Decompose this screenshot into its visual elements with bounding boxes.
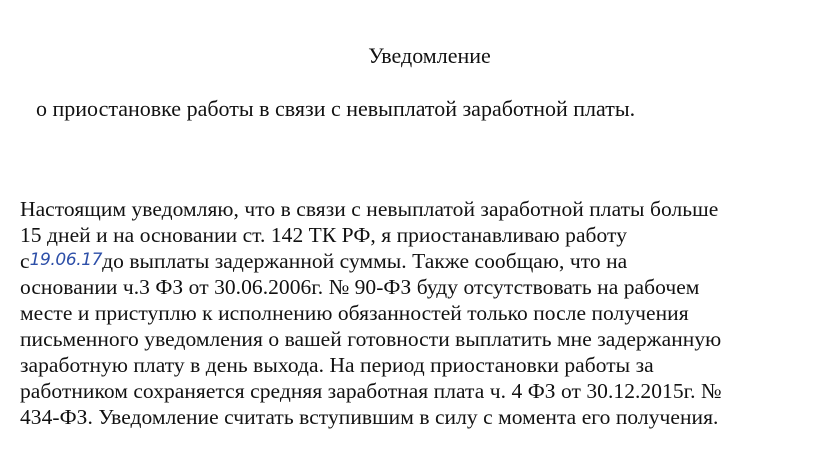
document-body <box>20 196 820 430</box>
body-line-6: письменного уведомления о вашей готовности выплатить мне задержанную <box>20 327 722 351</box>
body-line-2: 15 дней и на основании ст. 142 ТК РФ, я приостанавливаю работу <box>20 223 628 247</box>
body-line-4: основании ч.3 ФЗ от 30.06.2006г. № 90-ФЗ буду отсутствовать на рабочем <box>20 275 700 299</box>
body-line-8: работником сохраняется средняя заработная плата ч. 4 ФЗ от 30.12.2015г. № <box>20 379 722 403</box>
body-line-3 <box>20 248 820 274</box>
handwritten-date: 19.06.17 <box>29 250 103 270</box>
document-subtitle: о приостановке работы в связи с невыплатой заработной платы. <box>36 96 636 121</box>
document-title: Уведомление <box>368 43 491 68</box>
body-line-3-prefix: с <box>20 249 30 273</box>
body-line-1: Настоящим уведомляю, что в связи с невыплатой заработной платы больше <box>20 197 719 221</box>
body-line-9: 434-ФЗ. Уведомление считать вступившим в силу с момента его получения. <box>20 405 719 429</box>
body-line-3-suffix: до выплаты задержанной суммы. Также сообщаю, что на <box>102 249 628 273</box>
body-line-7: заработную плату в день выхода. На период приостановки работы за <box>20 353 654 377</box>
body-line-5: месте и приступлю к исполнению обязанностей только после получения <box>20 301 689 325</box>
